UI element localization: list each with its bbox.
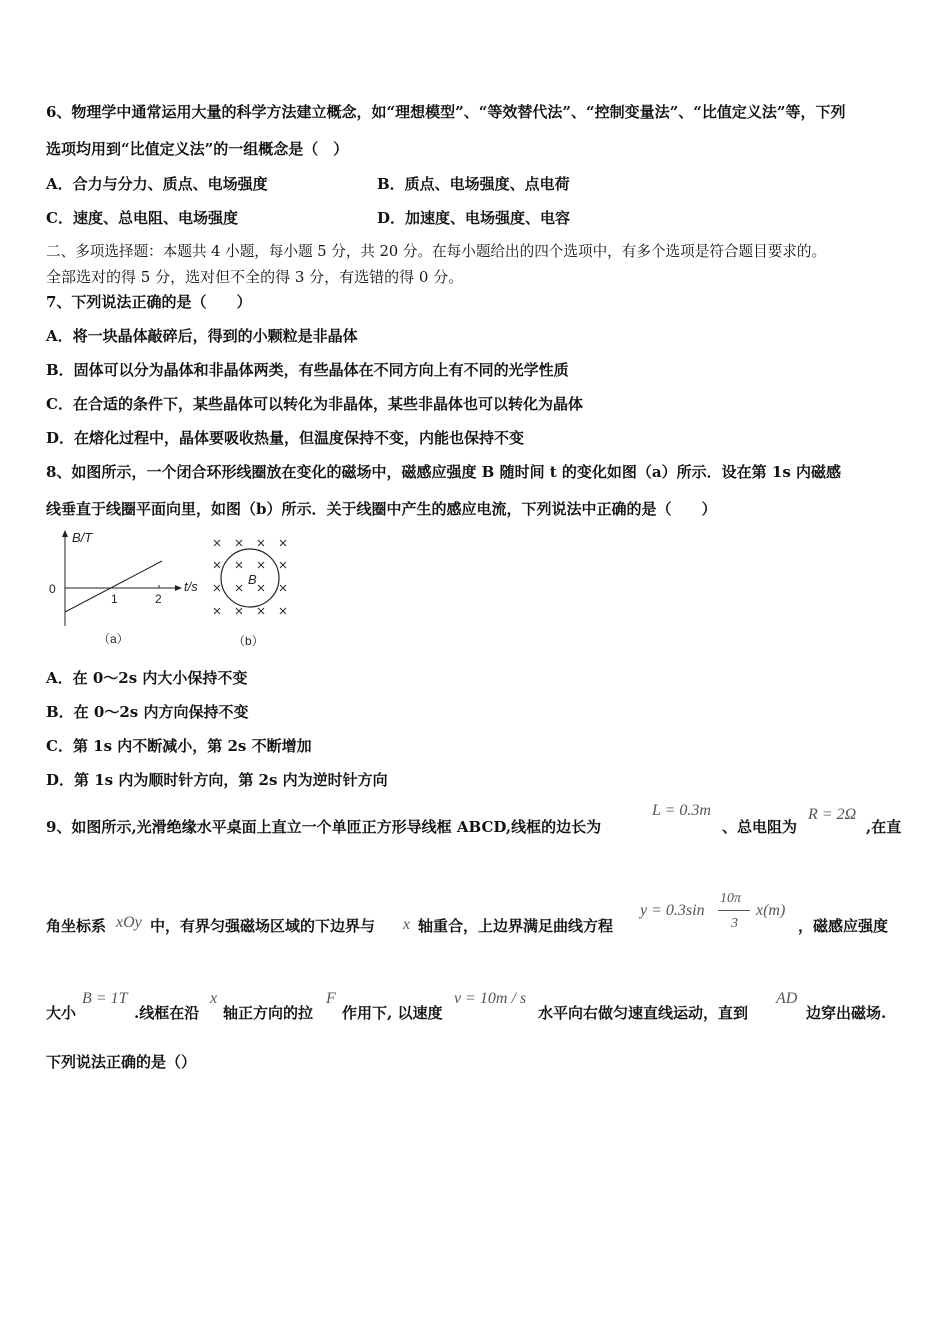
- q9-text-seg11: 作用下, 以速度: [342, 1004, 443, 1022]
- q9-math-x2: x: [210, 990, 218, 1007]
- q8-figure: [40, 528, 310, 652]
- q9-text-seg1: 9、如图所示,光滑绝缘水平桌面上直立一个单匝正方形导线框 ABCD,线框的边长为: [46, 818, 602, 836]
- q8-stem-line2: 线垂直于线圈平面向里，如图（b）所示．关于线圈中产生的感应电流，下列说法中正确的是（ ）: [46, 500, 717, 518]
- q8-option-d: D．第 1s 内为顺时针方向，第 2s 内为逆时针方向: [46, 771, 388, 789]
- q6-stem-line1: 6、物理学中通常运用大量的科学方法建立概念，如“理想模型”、“等效替代法”、“控制变量法”、“比值定义法”等，下列: [46, 103, 846, 121]
- q6-option-c: C．速度、总电阻、电场强度: [46, 209, 238, 227]
- origin-label: 0: [49, 582, 56, 596]
- q8-option-c: C．第 1s 内不断减小，第 2s 不断增加: [46, 737, 312, 755]
- tick-label-1: 1: [111, 592, 118, 606]
- q9-text-seg4: 角坐标系: [46, 917, 107, 935]
- cross-row-1: [214, 540, 286, 546]
- q6-stem-line2: 选项均用到“比值定义法”的一组概念是（ ）: [46, 140, 349, 158]
- y-axis-arrow: [62, 530, 68, 537]
- q6-option-a: A．合力与分力、质点、电场强度: [46, 175, 268, 193]
- field-label-b: B: [248, 572, 257, 587]
- q9-math-x1: x: [403, 916, 411, 933]
- q9-text-seg12: 水平向右做匀速直线运动，直到: [538, 1004, 749, 1022]
- q9-math-y-rhs: x(m): [756, 902, 786, 919]
- q9-text-seg8: 大小: [46, 1004, 77, 1022]
- section2-heading-line1: 二、多项选择题：本题共 4 小题，每小题 5 分，共 20 分。在每小题给出的四个选项中，有多个选项是符合题目要求的。: [46, 243, 827, 260]
- q7-option-a: A．将一块晶体敲碎后，得到的小颗粒是非晶体: [46, 327, 358, 345]
- x-axis-label: t/s: [184, 579, 198, 594]
- q9-math-B: B = 1T: [82, 990, 128, 1007]
- q9-text-seg5: 中，有界匀强磁场区域的下边界与: [150, 917, 376, 935]
- q9-text-seg13: 边穿出磁场.: [806, 1004, 887, 1022]
- q6-option-d: D．加速度、电场强度、电容: [377, 209, 571, 227]
- q7-option-b: B．固体可以分为晶体和非晶体两类，有些晶体在不同方向上有不同的光学性质: [46, 361, 569, 379]
- q8-option-b: B．在 0～2s 内方向保持不变: [46, 703, 249, 721]
- q9-text-seg9: .线框在沿: [134, 1004, 200, 1022]
- figure-a-caption: （a）: [98, 632, 129, 646]
- q9-math-y-lhs: y = 0.3sin: [640, 902, 705, 919]
- q9-text-seg2: 、总电阻为: [722, 818, 798, 836]
- q9-text-seg10: 轴正方向的拉: [223, 1004, 314, 1022]
- y-axis-label: B/T: [72, 530, 93, 545]
- q9-fraction-bar: [718, 910, 750, 911]
- q7-stem: 7、下列说法正确的是（ ）: [46, 293, 252, 311]
- q9-math-frac-den: 3: [731, 916, 738, 931]
- q6-option-b: B．质点、电场强度、点电荷: [377, 175, 570, 193]
- q7-option-c: C．在合适的条件下，某些晶体可以转化为非晶体，某些非晶体也可以转化为晶体: [46, 395, 583, 413]
- x-axis-arrow: [175, 585, 182, 591]
- q9-math-R: R = 2Ω: [808, 806, 857, 823]
- cross-row-4: [214, 608, 286, 614]
- figure-b-caption: （b）: [233, 634, 264, 648]
- q9-math-AD: AD: [776, 990, 798, 1007]
- q9-math-frac-num: 10π: [720, 891, 742, 906]
- tick-label-2: 2: [155, 592, 162, 606]
- q9-text-seg6: 轴重合，上边界满足曲线方程: [418, 917, 614, 935]
- q9-text-seg14: 下列说法正确的是（）: [46, 1053, 197, 1071]
- q9-text-seg3: ,在直: [866, 818, 902, 836]
- q9-math-F: F: [326, 990, 336, 1007]
- section2-heading-line2: 全部选对的得 5 分，选对但不全的得 3 分，有选错的得 0 分。: [46, 268, 464, 286]
- q9-math-v: v = 10m / s: [454, 990, 527, 1007]
- q9-text-seg7: ，磁感应强度: [798, 917, 889, 935]
- q9-math-xOy: xOy: [116, 914, 142, 931]
- q8-stem-line1: 8、如图所示，一个闭合环形线圈放在变化的磁场中，磁感应强度 B 随时间 t 的变化如图（a）所示．设在第 1s 内磁感: [46, 463, 841, 481]
- graph-a: [49, 530, 198, 646]
- q9-math-L: L = 0.3m: [652, 802, 711, 819]
- q7-option-d: D．在熔化过程中，晶体要吸收热量，但温度保持不变，内能也保持不变: [46, 429, 525, 447]
- q8-option-a: A．在 0～2s 内大小保持不变: [46, 669, 248, 687]
